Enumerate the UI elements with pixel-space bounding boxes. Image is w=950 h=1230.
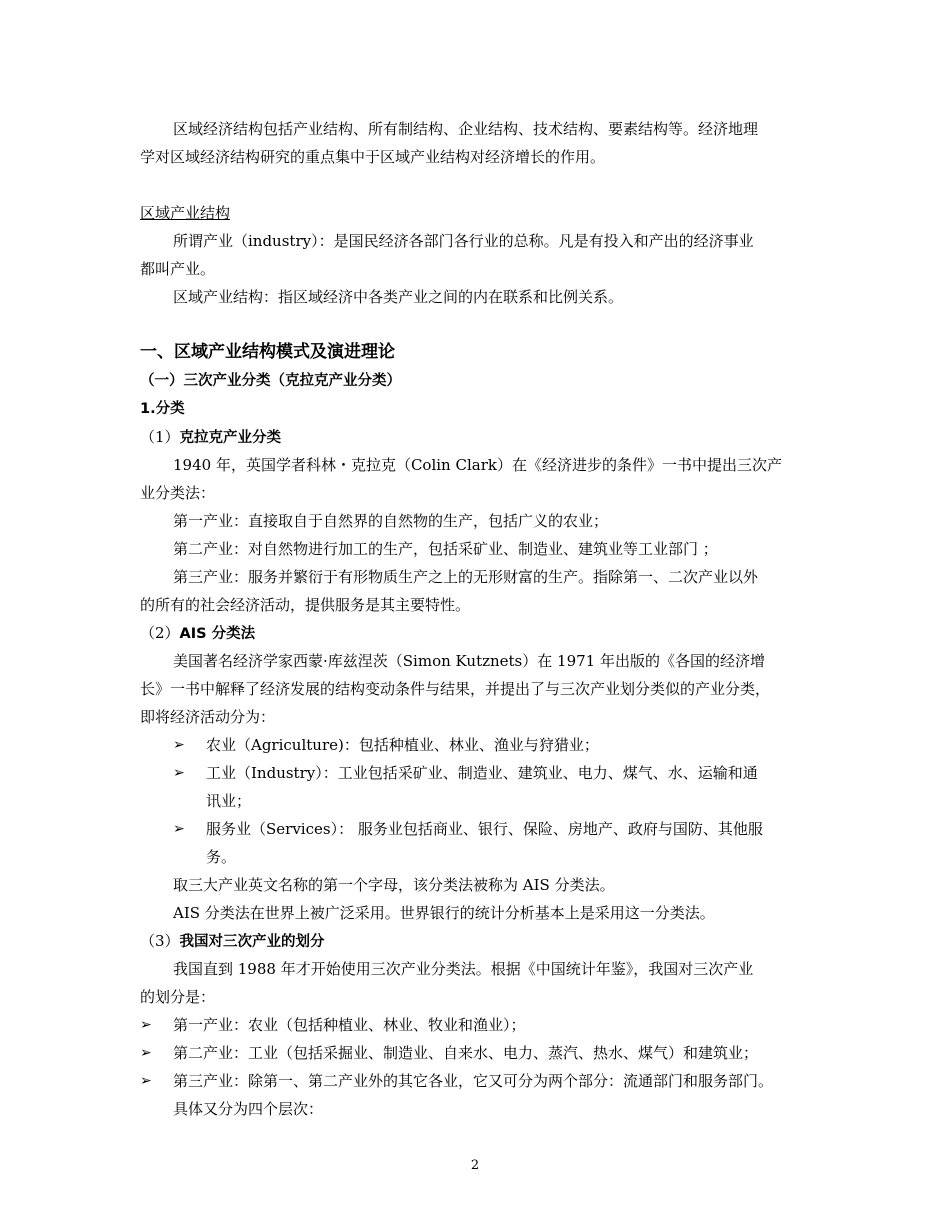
ais-para-line-3: 即将经济活动分为： [140, 708, 276, 726]
intro-line-1: 区域经济结构包括产业结构、所有制结构、企业结构、技术结构、要素结构等。经济地理 [173, 120, 759, 138]
bullet-arrow-icon: ➢ [140, 1073, 152, 1089]
heading-ais-title: AIS 分类法 [179, 626, 256, 642]
heading-china-title: 我国对三次产业的划分 [179, 934, 325, 950]
china-bullet-tertiary: 第三产业：除第一、第二产业外的其它各业，它又可分为两个部分：流通部门和服务部门。 [173, 1072, 774, 1090]
ais-para-line-2: 长》一书中解释了经济发展的结构变动条件与结果，并提出了与三次产业划分类似的产业分类， [140, 680, 771, 698]
bullet-arrow-icon: ➢ [140, 1017, 152, 1033]
definition-industry-cont: 都叫产业。 [140, 260, 216, 278]
clark-primary-industry: 第一产业：直接取自于自然界的自然物的生产，包括广义的农业； [173, 512, 609, 530]
heading-clark-title: 克拉克产业分类 [179, 430, 282, 446]
ais-naming-note: 取三大产业英文名称的第一个字母，该分类法被称为 AIS 分类法。 [173, 876, 615, 894]
china-levels-note: 具体又分为四个层次： [173, 1100, 324, 1118]
heading-ais [140, 623, 255, 644]
heading-china-number: （3） [140, 932, 180, 950]
definition-structure: 区域产业结构：指区域经济中各类产业之间的内在联系和比例关系。 [173, 288, 624, 306]
bullet-arrow-icon: ➢ [173, 737, 185, 753]
page-number: 2 [470, 1158, 480, 1173]
ais-para-line-1: 美国著名经济学家西蒙·库兹涅茨（Simon Kutznets）在 1971 年出版的《各国的经济增 [173, 652, 765, 670]
bullet-arrow-icon: ➢ [173, 765, 185, 781]
heading-level-3: 1.分类 [140, 401, 185, 417]
intro-line-2: 学对区域经济结构研究的重点集中于区域产业结构对经济增长的作用。 [140, 148, 606, 166]
china-para-line-2: 的划分是： [140, 988, 216, 1006]
ais-bullet-industry: 工业（Industry）：工业包括采矿业、制造业、建筑业、电力、煤气、水、运输和通 [206, 764, 758, 782]
ais-adoption-note: AIS 分类法在世界上被广泛采用。世界银行的统计分析基本上是采用这一分类法。 [173, 904, 715, 922]
china-para-line-1: 我国直到 1988 年才开始使用三次产业分类法。根据《中国统计年鉴》，我国对三次产业 [173, 960, 754, 978]
clark-para-line-1: 1940 年，英国学者科林・克拉克（Colin Clark）在《经济进步的条件》一书中提出三次产 [173, 456, 782, 474]
bullet-arrow-icon: ➢ [173, 821, 185, 837]
ais-bullet-services: 服务业（Services）： 服务业包括商业、银行、保险、房地产、政府与国防、其他服 [206, 820, 763, 838]
heading-level-1: 一、区域产业结构模式及演进理论 [140, 342, 395, 362]
clark-para-line-2: 业分类法： [140, 484, 216, 502]
heading-level-2: （一）三次产业分类（克拉克产业分类） [140, 373, 401, 389]
definition-industry: 所谓产业（industry）：是国民经济各部门各行业的总称。凡是有投入和产出的经济事业 [173, 232, 754, 250]
heading-clark-number: （1） [140, 428, 180, 446]
heading-clark [140, 427, 281, 448]
ais-bullet-industry-cont: 讯业； [206, 792, 252, 810]
clark-tertiary-industry: 第三产业：服务并繁衍于有形物质生产之上的无形财富的生产。指除第一、二次产业以外 [173, 568, 759, 586]
clark-secondary-industry: 第二产业：对自然物进行加工的生产，包括采矿业、制造业、建筑业等工业部门 ； [173, 540, 718, 558]
clark-tertiary-industry-cont: 的所有的社会经济活动，提供服务是其主要特性。 [140, 596, 471, 614]
heading-china [140, 931, 325, 952]
ais-bullet-agriculture: 农业（Agriculture)：包括种植业、林业、渔业与狩猎业； [206, 736, 599, 754]
ais-bullet-services-cont: 务。 [206, 848, 237, 866]
bullet-arrow-icon: ➢ [140, 1045, 152, 1061]
china-bullet-primary: 第一产业：农业（包括种植业、林业、牧业和渔业）； [173, 1016, 526, 1034]
section-label: 区域产业结构 [140, 204, 231, 222]
heading-ais-number: （2） [140, 624, 180, 642]
china-bullet-secondary: 第二产业：工业（包括采掘业、制造业、自来水、电力、蒸汽、热水、煤气）和建筑业； [173, 1044, 759, 1062]
